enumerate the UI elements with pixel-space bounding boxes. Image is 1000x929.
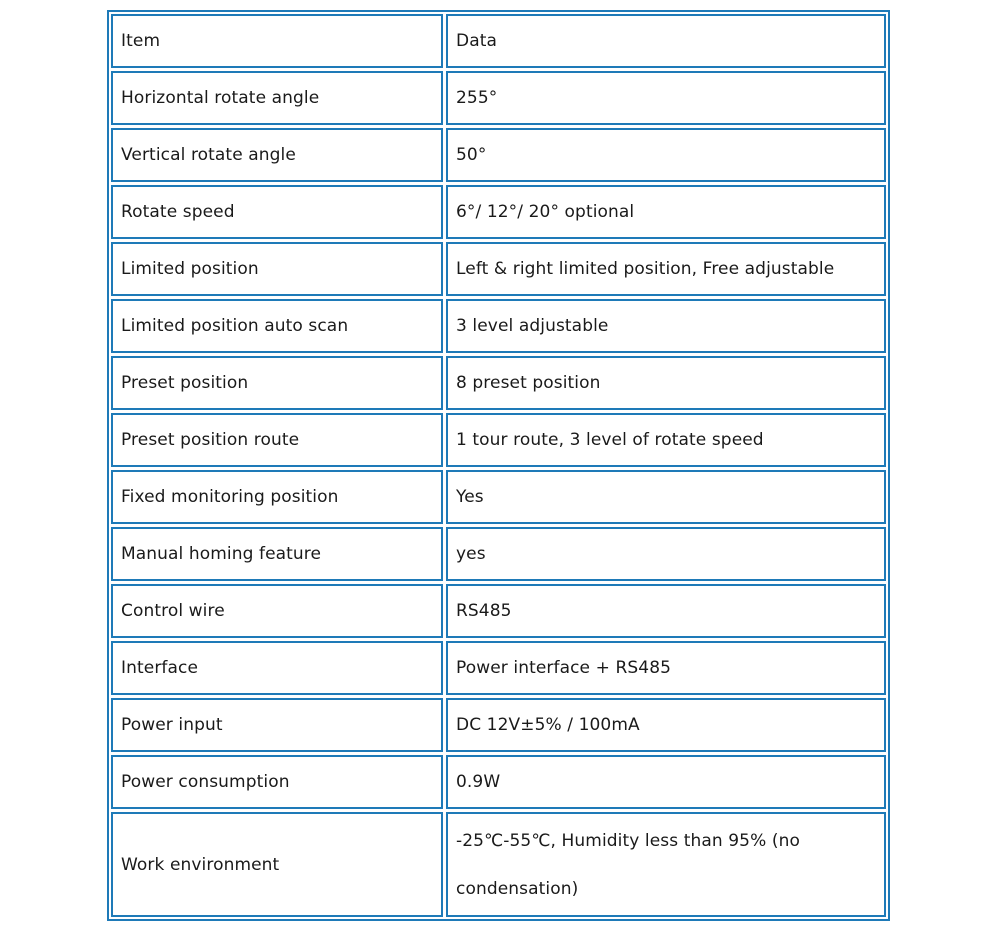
data-cell: 0.9W (446, 755, 886, 809)
data-cell: 3 level adjustable (446, 299, 886, 353)
data-cell: 8 preset position (446, 356, 886, 410)
item-cell: Control wire (111, 584, 443, 638)
item-cell: Interface (111, 641, 443, 695)
data-cell: RS485 (446, 584, 886, 638)
item-cell: Manual homing feature (111, 527, 443, 581)
data-cell: -25℃-55℃, Humidity less than 95% (no condensation) (446, 812, 886, 917)
item-cell: Power consumption (111, 755, 443, 809)
data-cell: 50° (446, 128, 886, 182)
item-cell: Power input (111, 698, 443, 752)
item-cell: Fixed monitoring position (111, 470, 443, 524)
item-cell: Vertical rotate angle (111, 128, 443, 182)
item-cell: Preset position route (111, 413, 443, 467)
item-cell: Rotate speed (111, 185, 443, 239)
item-cell: Work environment (111, 812, 443, 917)
data-cell: Left & right limited position, Free adjustable (446, 242, 886, 296)
item-cell: Preset position (111, 356, 443, 410)
data-cell: Yes (446, 470, 886, 524)
item-cell: Limited position (111, 242, 443, 296)
data-cell: 255° (446, 71, 886, 125)
data-cell: 6°/ 12°/ 20° optional (446, 185, 886, 239)
item-cell: Horizontal rotate angle (111, 71, 443, 125)
header-item-cell: Item (111, 14, 443, 68)
header-data-cell: Data (446, 14, 886, 68)
data-cell: 1 tour route, 3 level of rotate speed (446, 413, 886, 467)
data-cell: Power interface + RS485 (446, 641, 886, 695)
item-cell: Limited position auto scan (111, 299, 443, 353)
spec-table (107, 10, 890, 921)
data-cell: yes (446, 527, 886, 581)
data-cell: DC 12V±5% / 100mA (446, 698, 886, 752)
